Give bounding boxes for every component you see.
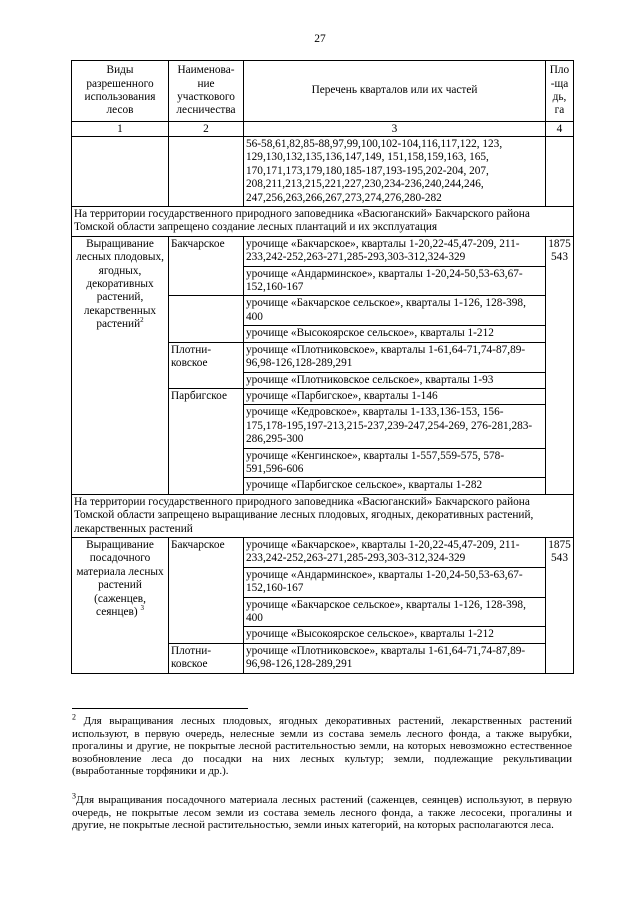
quarters-cell: урочище «Андарминское», кварталы 1-20,24-50,53-63,67-152,160-167 — [244, 567, 546, 597]
footnote-ref: 2 — [140, 316, 144, 325]
page-number: 27 — [314, 33, 326, 45]
use-type-cell — [72, 537, 169, 673]
quarters-cell: урочище «Высокоярское сельское», кварталы 1-212 — [244, 326, 546, 342]
table-row — [72, 236, 574, 266]
footnote — [72, 712, 573, 778]
col-number: 2 — [169, 122, 244, 137]
header-use-type: Виды разрешенного использования лесов — [72, 61, 169, 122]
table-row — [72, 537, 574, 567]
quarters-cell: урочище «Парбигское», кварталы 1-146 — [244, 388, 546, 404]
quarters-cell: урочище «Кенгинское», кварталы 1-557,559-575, 578-591,596-606 — [244, 448, 546, 478]
restriction-note: На территории государственного природного заповедника «Васюганский» Бакчарского района Томской области запрещено выращивание лесных плодовых, ягодных, декоративных растений, лекарственных растений — [72, 494, 574, 537]
quarters-cell: урочище «Плотниковское», кварталы 1-61,64-71,74-87,89-96,98-126,128-289,291 — [244, 342, 546, 372]
quarters-cell: урочище «Парбигское сельское», кварталы 1-282 — [244, 478, 546, 494]
header-row — [72, 61, 574, 122]
forest-use-table — [71, 60, 574, 674]
quarters-cell: урочище «Плотниковское», кварталы 1-61,64-71,74-87,89-96,98-126,128-289,291 — [244, 643, 546, 673]
forestry-cell: Бакчарское — [169, 537, 244, 643]
footnote-divider — [72, 708, 248, 709]
forestry-cell: Плотни-ковское — [169, 342, 244, 388]
column-number-row — [72, 122, 574, 137]
table-row — [72, 137, 574, 207]
col-number: 4 — [546, 122, 574, 137]
forestry-cell: Парбигское — [169, 388, 244, 494]
quarters-cell: урочище «Кедровское», кварталы 1-133,136-153, 156-175,178-195,197-213,215-237,239-247,254-269, 276-281,283-286,295-300 — [244, 405, 546, 448]
quarters-cell: урочище «Бакчарское сельское», кварталы 1-126, 128-398, 400 — [244, 296, 546, 326]
footnote-ref: 3 — [140, 604, 144, 613]
quarters-cell: урочище «Андарминское», кварталы 1-20,24-50,53-63,67-152,160-167 — [244, 266, 546, 296]
restriction-row — [72, 207, 574, 237]
col-number: 1 — [72, 122, 169, 137]
header-quarters: Перечень кварталов или их частей — [244, 61, 546, 122]
use-type-text: Выращивание посадочного материала лесных растений (саженцев, сеянцев) — [76, 538, 164, 618]
quarters-cell: урочище «Бакчарское», кварталы 1-20,22-45,47-209, 211-233,242-252,263-271,285-293,303-312,324-329 — [244, 236, 546, 266]
footnote-text: Для выращивания лесных плодовых, ягодных декоративных растений, лекарственных растений используют, в первую очередь, нелесные земли из состава земель лесного фонда, а также вырубки, прогалины и другие, не покрытые лесной растительностью земли, на которых невозможно естественное возобновление леса до посадки на них лесных культур; земли, подлежащие рекультивации (выработанные торфяники и др.). — [72, 715, 573, 778]
restriction-note: На территории государственного природного заповедника «Васюганский» Бакчарского района Томской области запрещено создание лесных плантаций и их эксплуатация — [72, 207, 574, 237]
quarters-cell: урочище «Бакчарское», кварталы 1-20,22-45,47-209, 211-233,242-252,263-271,285-293,303-312,324-329 — [244, 537, 546, 567]
footnote-text: Для выращивания посадочного материала лесных растений (саженцев, сеянцев) используют, в первую очередь, не покрытые лесом земли из состава земель лесного фонда, а также лесосеки, прогалины и другие, не покрытые лесной растительностью, земли иных категорий, на которых располагаются леса. — [72, 794, 572, 832]
header-area: Пло-щадь, га — [546, 61, 574, 122]
quarters-cell: урочище «Высокоярское сельское», кварталы 1-212 — [244, 627, 546, 643]
footnote — [72, 791, 572, 832]
forestry-cell: Плотни-ковское — [169, 643, 244, 673]
use-type-text: Выращивание лесных плодовых, ягодных, декоративных растений, лекарственных растений — [76, 237, 164, 331]
restriction-row — [72, 494, 574, 537]
footnote-mark: 3 — [72, 791, 76, 801]
area-cell: 1875543 — [546, 236, 574, 494]
quarters-cell: урочище «Бакчарское сельское», кварталы 1-126, 128-398, 400 — [244, 597, 546, 627]
quarters-cell: урочище «Плотниковское сельское», кварталы 1-93 — [244, 372, 546, 388]
forestry-cell: Бакчарское — [169, 236, 244, 296]
area-cell: 1875543 — [546, 537, 574, 673]
forestry-cell — [169, 296, 244, 342]
footnote-mark: 2 — [72, 712, 76, 722]
quarters-cell: 56-58,61,82,85-88,97,99,100,102-104,116,117,122, 123, 129,130,132,135,136,147,149, 151,158,159,163, 165, 170,171,173,179,180,185-187,193-195,202-204, 207, 208,211,213,215,221,227,230,234-236,240,244,246, 247,256,263,266,267,273,274,276,280-282 — [244, 137, 546, 207]
col-number: 3 — [244, 122, 546, 137]
use-type-cell — [72, 236, 169, 494]
header-forestry: Наименова-ние участкового лесничества — [169, 61, 244, 122]
